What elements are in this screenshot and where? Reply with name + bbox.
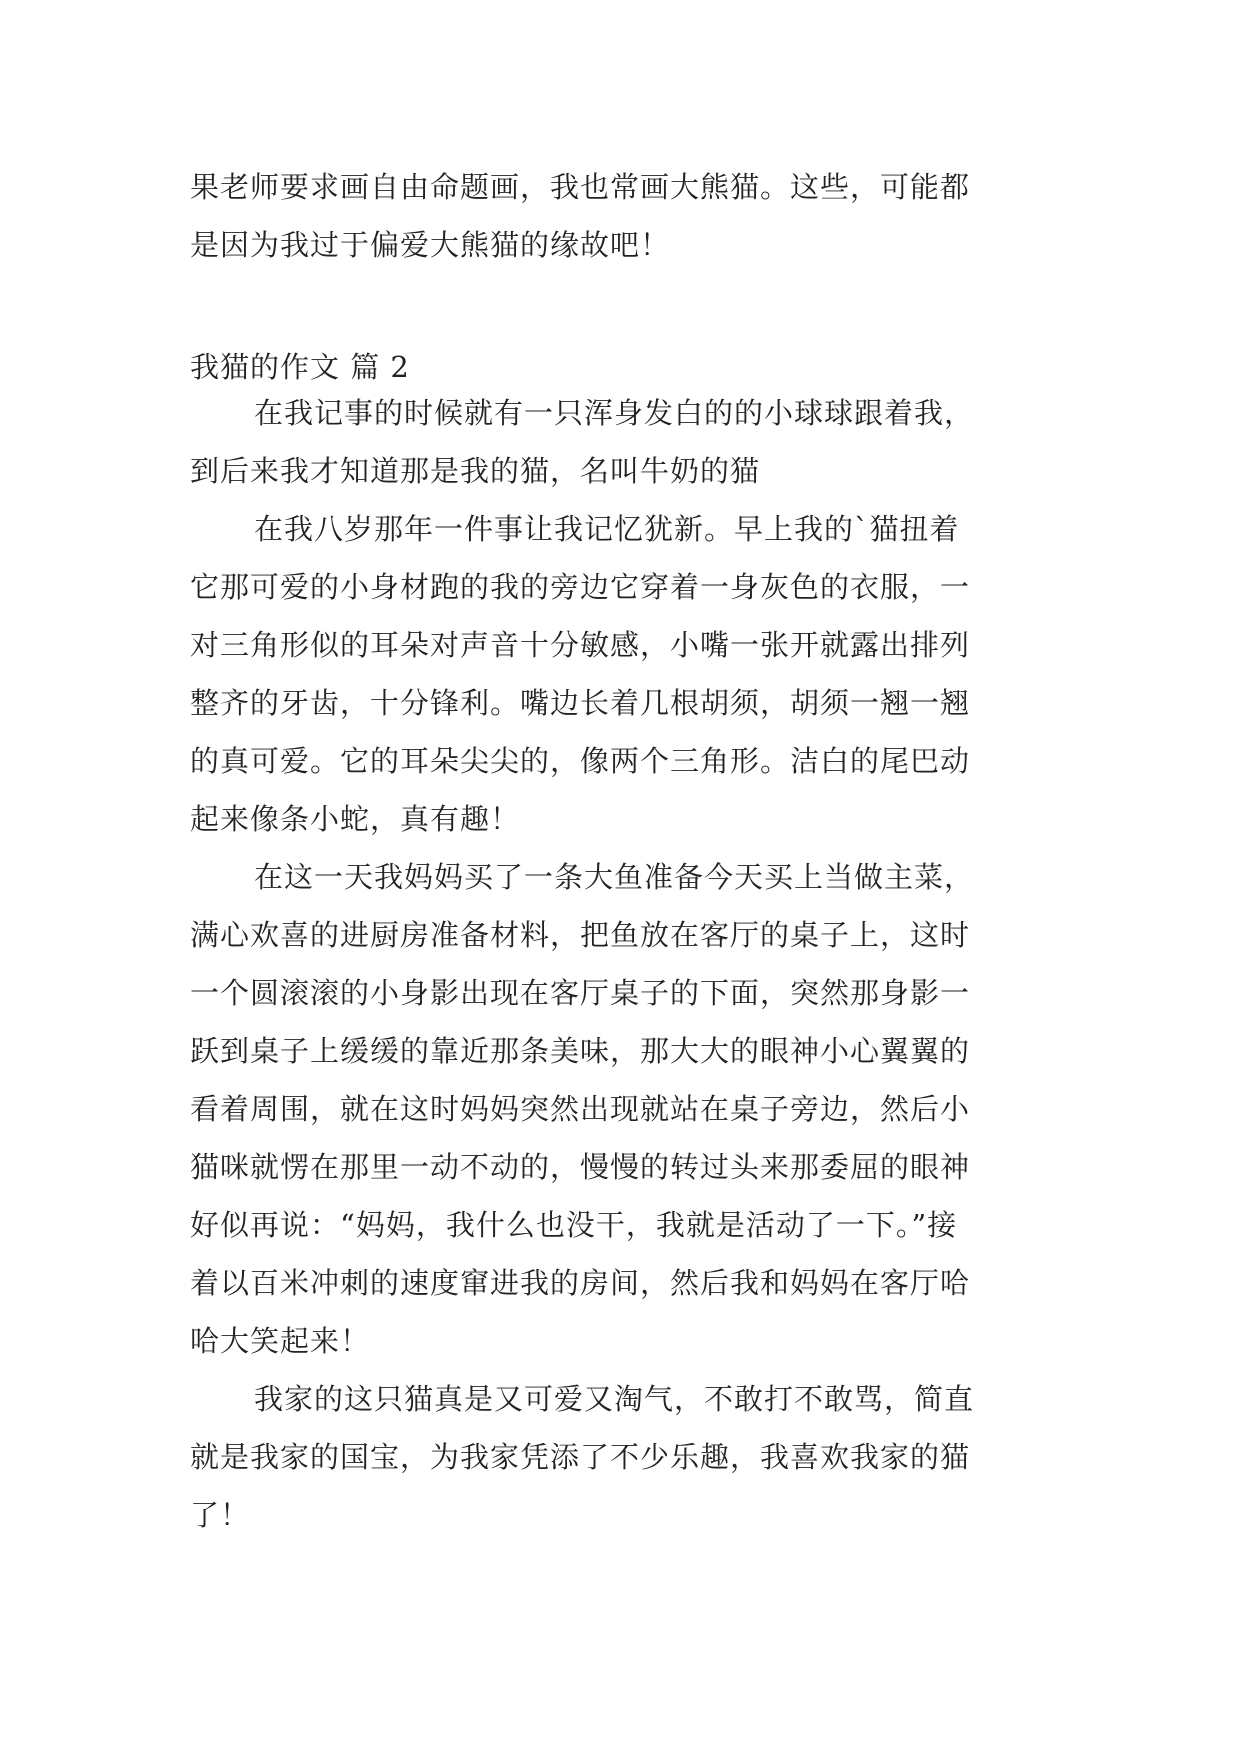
text-line: 哈大笑起来！ [190,1324,371,1358]
paragraph [190,384,1050,500]
paragraph [190,500,1050,848]
text-line: 是因为我过于偏爱大熊猫的缘故吧！ [190,228,671,262]
text-line: 了！ [190,1498,251,1532]
text-line: 整齐的牙齿，十分锋利。嘴边长着几根胡须，胡须一翘一翘 [190,686,971,720]
text-line: 猫咪就愣在那里一动不动的，慢慢的转过头来那委屈的眼神 [190,1150,971,1184]
essay-body [190,384,1050,1544]
text-line: 好似再说：“妈妈，我什么也没干，我就是活动了一下。”接 [190,1208,958,1242]
paragraph [190,1370,1050,1544]
text-line: 对三角形似的耳朵对声音十分敏感，小嘴一张开就露出排列 [190,628,971,662]
text-line: 就是我家的国宝，为我家凭添了不少乐趣，我喜欢我家的猫 [190,1440,971,1474]
text-line: 满心欢喜的进厨房准备材料，把鱼放在客厅的桌子上，这时 [190,918,971,952]
text-line: 在这一天我妈妈买了一条大鱼准备今天买上当做主菜， [254,860,975,894]
text-line: 在我记事的时候就有一只浑身发白的的小球球跟着我， [254,396,975,430]
section-heading: 我猫的作文 篇 2 [190,350,410,384]
text-line: 着以百米冲刺的速度窜进我的房间，然后我和妈妈在客厅哈 [190,1266,971,1300]
text-line: 果老师要求画自由命题画，我也常画大熊猫。这些，可能都 [190,170,971,204]
text-line: 我家的这只猫真是又可爱又淘气，不敢打不敢骂，简直 [254,1382,975,1416]
text-line: 看着周围，就在这时妈妈突然出现就站在桌子旁边，然后小 [190,1092,971,1126]
text-line: 跃到桌子上缓缓的靠近那条美味，那大大的眼神小心翼翼的 [190,1034,971,1068]
text-line: 在我八岁那年一件事让我记忆犹新。早上我的`猫扭着 [254,512,960,546]
previous-essay-ending [190,158,1050,274]
text-line: 的真可爱。它的耳朵尖尖的，像两个三角形。洁白的尾巴动 [190,744,971,778]
text-line: 到后来我才知道那是我的猫，名叫牛奶的猫 [190,454,761,488]
text-line: 一个圆滚滚的小身影出现在客厅桌子的下面，突然那身影一 [190,976,971,1010]
paragraph [190,848,1050,1370]
text-line: 它那可爱的小身材跑的我的旁边它穿着一身灰色的衣服，一 [190,570,971,604]
text-line: 起来像条小蛇，真有趣！ [190,802,521,836]
